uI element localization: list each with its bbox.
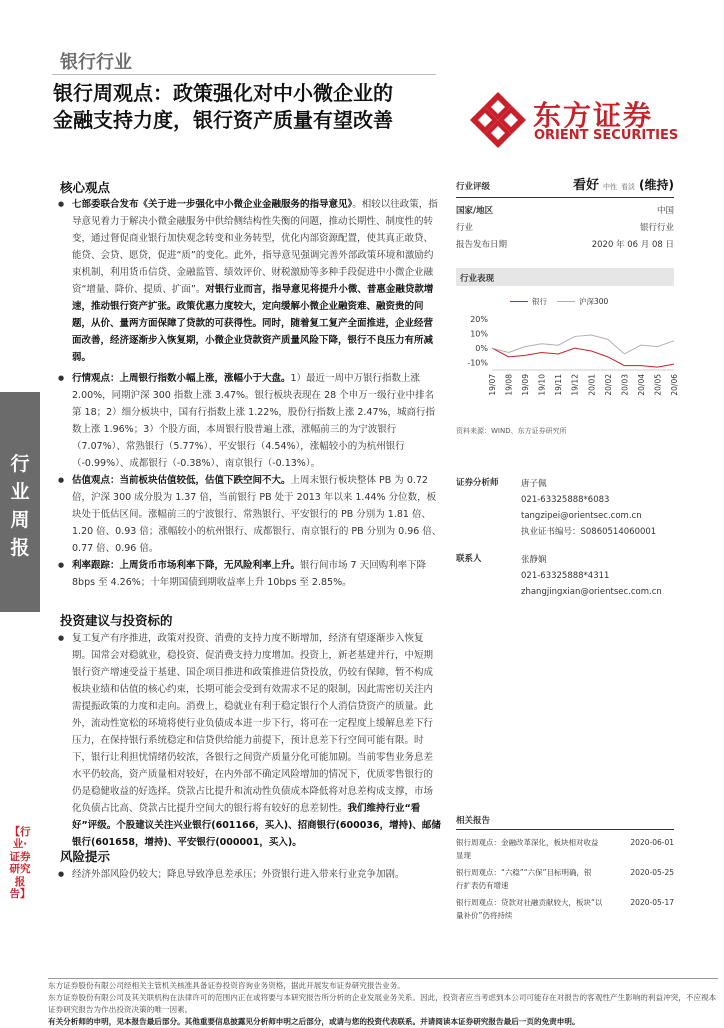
x-tick-label: 20/06 xyxy=(670,374,679,396)
analyst-info xyxy=(521,476,656,540)
header-divider xyxy=(52,74,436,75)
y-tick-label: -10% xyxy=(467,358,488,368)
title-line-2: 金融支持力度，银行资产质量有望改善 xyxy=(53,108,393,132)
legend-label-bank: 银行 xyxy=(532,297,547,306)
report-type-char: 业 xyxy=(10,481,30,503)
point-4-lead: 利率跟踪：上周货币市场利率下降，无风险利率上升。 xyxy=(72,560,301,571)
risk-point xyxy=(58,866,442,883)
rating-row xyxy=(456,174,674,193)
risk-text: 经济外部风险仍较大；降息导致净息差承压；外资银行进入带来行业竞争加剧。 xyxy=(72,869,405,880)
x-tick-label: 19/07 xyxy=(488,374,497,396)
related-item-date: 2020-05-25 xyxy=(630,868,674,877)
related-item[interactable] xyxy=(456,866,674,892)
contact-block xyxy=(456,552,674,600)
analyst-phone: 021-63325888*6083 xyxy=(521,495,610,505)
legend-label-hs300: 沪深300 xyxy=(579,297,609,306)
meta-value: 银行行业 xyxy=(639,223,674,233)
perf-heading: 行业表现 xyxy=(460,274,495,284)
meta-key: 行业 xyxy=(456,223,474,233)
orient-logo-icon xyxy=(468,90,528,150)
footer-line-3: 有关分析师的申明，见本报告最后部分。其他重要信息披露见分析师申明之后部分，或请与您的投资代表联系。并请阅读本证券研究报告最后一页的免责申明。 xyxy=(48,1017,580,1026)
footer-text xyxy=(48,980,718,1028)
core-view-heading: 核心观点 xyxy=(60,180,111,195)
legend-swatch-bank xyxy=(510,301,528,302)
rating-status: (维持) xyxy=(639,178,674,192)
x-tick-label: 19/09 xyxy=(521,374,531,396)
report-title xyxy=(53,80,473,134)
related-divider xyxy=(456,829,674,830)
footer-line-1: 东方证券股份有限公司经相关主管机关核准具备证券投资咨询业务资格，据此开展发布证券研究报告业务。 xyxy=(48,981,405,990)
related-item-date: 2020-05-17 xyxy=(630,898,674,907)
x-tick-label: 20/04 xyxy=(636,374,646,396)
rating-meta xyxy=(456,204,674,250)
rating-option-neutral: 中性 xyxy=(603,183,618,191)
related-item-title xyxy=(456,896,602,922)
x-tick-label: 19/11 xyxy=(554,374,564,396)
x-tick-label: 19/08 xyxy=(504,374,514,396)
related-list xyxy=(456,836,674,922)
related-reports xyxy=(456,814,674,922)
core-view-point-4 xyxy=(58,557,442,591)
x-tick-label: 20/05 xyxy=(653,374,663,396)
rating-option-negative: 看淡 xyxy=(621,183,636,191)
x-tick-label: 20/01 xyxy=(587,374,597,396)
report-category-label: 【行业·证券研究报告】 xyxy=(9,826,31,901)
report-type-char: 行 xyxy=(10,453,30,475)
footer-divider xyxy=(48,978,718,979)
point-3-lead: 估值观点：当前板块估值较低，估值下跌空间不大。 xyxy=(72,475,291,486)
contact-phone: 021-63325888*4311 xyxy=(521,571,610,581)
rating-value: 看好 xyxy=(573,178,600,193)
related-title-line: 量补价”仍将持续 xyxy=(456,911,513,920)
series-line-hs300 xyxy=(492,335,674,354)
advice-heading: 投资建议与投资标的 xyxy=(60,613,173,628)
analyst-email[interactable]: tangzipei@orientsec.com.cn xyxy=(521,511,642,521)
analyst-panel xyxy=(456,476,674,600)
core-view-body xyxy=(58,196,442,591)
analyst-label: 证券分析师 xyxy=(456,478,499,488)
analyst-block xyxy=(456,476,674,540)
meta-value: 2020 年 06 月 08 日 xyxy=(591,240,674,250)
chart-source: 资料来源：WIND、东方证券研究所 xyxy=(456,427,567,435)
meta-row xyxy=(456,238,674,250)
meta-key: 国家/地区 xyxy=(456,206,494,216)
contact-email[interactable]: zhangjingxian@orientsec.com.cn xyxy=(521,587,662,597)
x-tick-label: 19/10 xyxy=(537,374,547,396)
related-item-title xyxy=(456,866,592,892)
sector-label: 银行行业 xyxy=(60,52,132,73)
y-tick-label: 20% xyxy=(470,314,488,324)
series-line-bank xyxy=(492,348,674,367)
advice-point xyxy=(58,630,442,851)
core-view-point-2 xyxy=(58,370,442,472)
related-heading: 相关报告 xyxy=(456,816,491,826)
meta-value: 中国 xyxy=(656,206,674,216)
report-type-char: 报 xyxy=(10,537,30,559)
y-tick-label: 10% xyxy=(470,329,488,339)
x-tick-label: 19/12 xyxy=(570,374,580,396)
logo-name-cn: 东方证券 xyxy=(533,99,654,132)
point-2-text: 1）最近一周中万银行指数上涨 2.00%，同期沪深 300 指数上涨 3.47%。银行板块表现在 28 个申万一级行业中排名第 18；2）细分板块中，国有行指数上涨 1.22%，股份行指数上涨 2.47%，城商行指数上涨 1.96%；3）个股方面，本周银行股普遍上涨，涨幅前三的为宁波银行（7.07%）、常熟银行（5.77%）、平安银行（4.54%），涨幅较小的为杭州银行（-0.99%）、成都银行（-0.38%）、南京银行（-0.13%）。 xyxy=(72,373,436,469)
rating-values xyxy=(573,174,674,193)
related-title-line: 银行周观点：贷款对社融贡献较大，板块“以 xyxy=(456,898,603,907)
rating-panel xyxy=(456,174,674,250)
report-type-char: 周 xyxy=(10,509,30,531)
point-2-lead: 行情观点：上周银行指数小幅上涨，涨幅小于大盘。 xyxy=(72,373,291,384)
related-title-line: 银行周观点：“六稳”“六保”目标明确，银 xyxy=(456,868,592,877)
analyst-name: 唐子佩 xyxy=(521,479,547,489)
related-title-line: 银行周观点：金融改革深化，板块相对收益 xyxy=(456,838,599,847)
contact-name: 张静娴 xyxy=(521,555,547,565)
legend-swatch-hs300 xyxy=(557,301,575,302)
related-item[interactable] xyxy=(456,896,674,922)
point-1-text: 。相较以往政策，指导意见着力于解决小微金融服务中供给侧结构性失衡的问题，推动长期性、制度性的转变，通过督促商业银行加快观念转变和业务转型，优化内部资源配置，使其真正敢贷、能贷、会贷、愿贷，促进“质”的变化。此外，指导意见强调完善外部政策环境和激励约束机制，利用货币信贷、金融监管、绩效评价、财税激励等多种手段促进中小微企业融资“增量、降价、提质、扩面”。 xyxy=(72,199,438,295)
core-view-point-3 xyxy=(58,472,442,557)
meta-key: 报告发布日期 xyxy=(456,240,508,250)
meta-row xyxy=(456,204,674,216)
x-tick-label: 20/02 xyxy=(603,374,613,396)
analyst-cert: 执业证书编号：S0860514060001 xyxy=(521,527,657,537)
logo-name-en: ORIENT SECURITIES xyxy=(534,128,679,143)
footer-line-2: 东方证券股份有限公司及其关联机构在法律许可的范围内正在或将要与本研究报告所分析的企业发展业务关系。因此，投资者应当考虑到本公司可能存在对报告的客观性产生影响的利益冲突，不应视本证券研究报告为作出投资决策的唯一因素。 xyxy=(48,993,717,1014)
report-type-label xyxy=(4,450,36,562)
point-4-text: 银行间市场 7 天回购利率下降 8bps 至 4.26%；十年期国债到期收益率上升 10bps 至 2.85%。 xyxy=(72,560,427,588)
advice-body xyxy=(58,630,442,851)
contact-info xyxy=(521,552,662,600)
related-item-date: 2020-06-01 xyxy=(630,838,674,847)
y-tick-label: 0% xyxy=(475,344,488,354)
title-line-1: 银行周观点：政策强化对中小微企业的 xyxy=(53,81,393,105)
rating-divider xyxy=(456,197,674,198)
point-1-lead: 七部委联合发布《关于进一步强化中小微企业金融服务的指导意见》 xyxy=(72,199,353,210)
x-tick-label: 20/03 xyxy=(620,374,630,396)
core-view-point-1 xyxy=(58,196,442,366)
risk-heading: 风险提示 xyxy=(60,849,111,864)
meta-row xyxy=(456,221,674,233)
chart-legend xyxy=(510,296,608,307)
point-3-text: 上周末银行板块整体 PB 为 0.72 倍，沪深 300 成分股为 1.37 倍，当前银行 PB 处于 2013 年以来 1.44% 分位数，板块处于低估区间。涨幅前三的宁波银行、常熟银行、平安银行的 PB 分别为 1.81 倍、1.20 倍、0.93 倍；涨幅较小的杭州银行、成都银行、南京银行的 PB 分别为 0.96 倍、0.77 倍、0.96 倍。 xyxy=(72,475,442,554)
contact-label: 联系人 xyxy=(456,554,482,564)
risk-body xyxy=(58,866,442,883)
advice-rating: 我们维持行业“看好”评级。个股建议关注兴业银行(601166，买入)、招商银行(600036，增持)、邮储银行(601658，增持)、平安银行(000001，买入)。 xyxy=(72,803,441,848)
industry-performance-chart xyxy=(458,310,680,420)
related-item-title xyxy=(456,836,599,862)
point-1-conclusion: 对银行业而言，指导意见将提升小微、普惠金融贷款增速，推动银行资产扩张。政策优惠力度较大，定向缓解小微企业融资难、融资贵的问题，从价、量两方面保障了贷款的可获得性。同时，随着复工复产全面推进，企业经营面改善，经济逐渐步入恢复期，小微企业贷款资产质量风险下降，银行不良压力有所减弱。 xyxy=(72,284,434,363)
related-title-line: 显现 xyxy=(456,851,471,860)
advice-text: 复工复产有序推进，政策对投资、消费的支持力度不断增加，经济有望逐渐步入恢复期。国常会对稳就业，稳投资、促消费支持力度增加。投资上，新老基建并行，中短期银行资产增速受益于基建、国企项目推进和政策推进信贷投放，仍较有保障，暂不构成板块业绩和估值的核心约束，长期可能会受到有效需求不足的限制，因此需密切关注内需提振政策的力度和走向。消费上，稳就业有利于稳定银行个人消信贷资产的质量。此外，流动性宽松的环境将使行业负债成本进一步下行，将可在一定程度上缓解息差下行压力，在保持银行系统稳定和信贷供给能力前提下，预计息差下行空间可能有限。时下，银行让利担忧情绪仍较浓，各银行之间资产质量分化可能加剧。当前零售业务息差水平仍较高，资产质量相对较好，在内外部不确定风险增加的情况下，优质零售银行的仍是稳健收益的好选择。贷款占比提升和流动性负债成本降低将对息差构成支撑，市场化负债占比高、贷款占比提升空间大的银行将有较好的息差韧性。 xyxy=(72,633,434,814)
related-item[interactable] xyxy=(456,836,674,862)
rating-label: 行业评级 xyxy=(456,182,491,192)
related-title-line: 行扩表仍有增速 xyxy=(456,881,509,890)
